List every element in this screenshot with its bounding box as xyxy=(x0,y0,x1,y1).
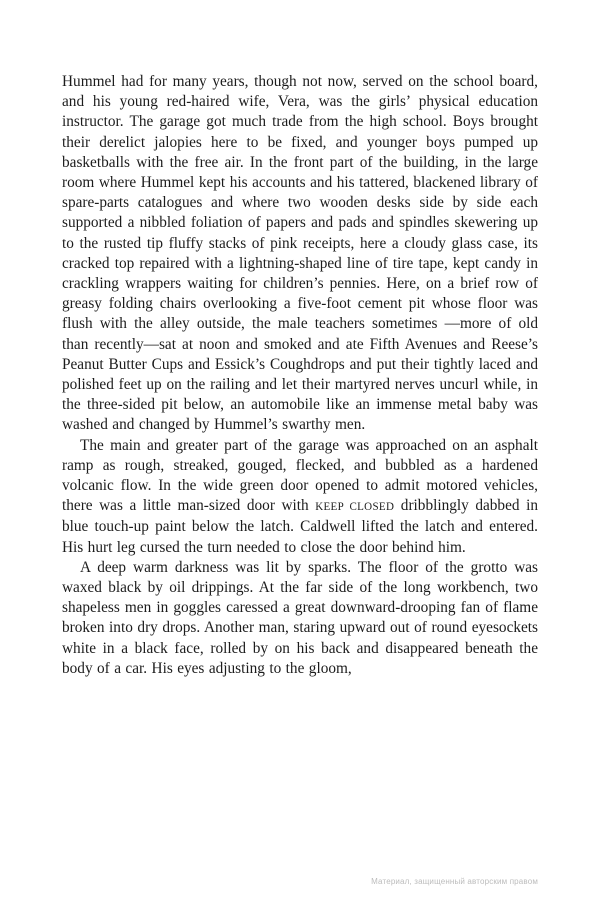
copyright-watermark: Материал, защищенный авторским правом xyxy=(371,877,538,886)
paragraph-text: A deep warm darkness was lit by sparks. The floor of the grotto was waxed black by oil drippings. At the far side of the long workbench, two shapeless men in goggles caressed a great downward-drooping fan of flame broken into dry drops. Another man, staring upward out of round eyesockets white in a black face, rolled by on his back and disappeared beneath the body of a car. His eyes adjusting to the gloom, xyxy=(62,558,538,677)
body-paragraph xyxy=(62,436,538,558)
keep-closed-sign-text: KEEP CLOSED xyxy=(315,501,395,514)
page-text-block xyxy=(62,72,538,679)
paragraph-text: dribblingly dabbed in blue touch-up paint below the latch. Caldwell lifted the latch and entered. His hurt leg cursed the turn needed to close the door behind him. xyxy=(62,497,538,556)
body-paragraph xyxy=(62,558,538,679)
paragraph-text: Hummel had for many years, though not now, served on the school board, and his young red-haired wife, Vera, was the girls’ physical education instructor. The garage got much trade from the high school. Boys brought their derelict jalopies here to be fixed, and younger boys pumped up basketballs with the free air. In the front part of the building, in the large room where Hummel kept his accounts and his tattered, blackened library of spare-parts catalogues and where two wooden desks side by side each supported a nibbled foliation of papers and pads and spindles skewering up to the rusted tip fluffy stacks of pink receipts, here a cloudy glass case, its cracked top repaired with a lightning-shaped line of tire tape, kept candy in crackling wrappers waiting for children’s pennies. Here, on a brief row of greasy folding chairs overlooking a five-foot cement pit whose floor was flush with the alley outside, the male teachers sometimes —more of old than recently—sat at noon and smoked and ate Fifth Avenues and Reese’s Peanut Butter Cups and Essick’s Coughdrops and put their tightly laced and polished feet up on the railing and let their martyred nerves uncurl while, in the three-sided pit below, an automobile like an immense metal baby was washed and changed by Hummel’s swarthy men. xyxy=(62,73,538,434)
paragraph-text: The main and greater part of the garage was approached on an asphalt ramp as rough, streaked, gouged, flecked, and bubbled as a hardened volcanic flow. In the wide green door opened to admit motored vehicles, there was a little man-sized door with xyxy=(62,436,538,515)
body-paragraph xyxy=(62,72,538,436)
